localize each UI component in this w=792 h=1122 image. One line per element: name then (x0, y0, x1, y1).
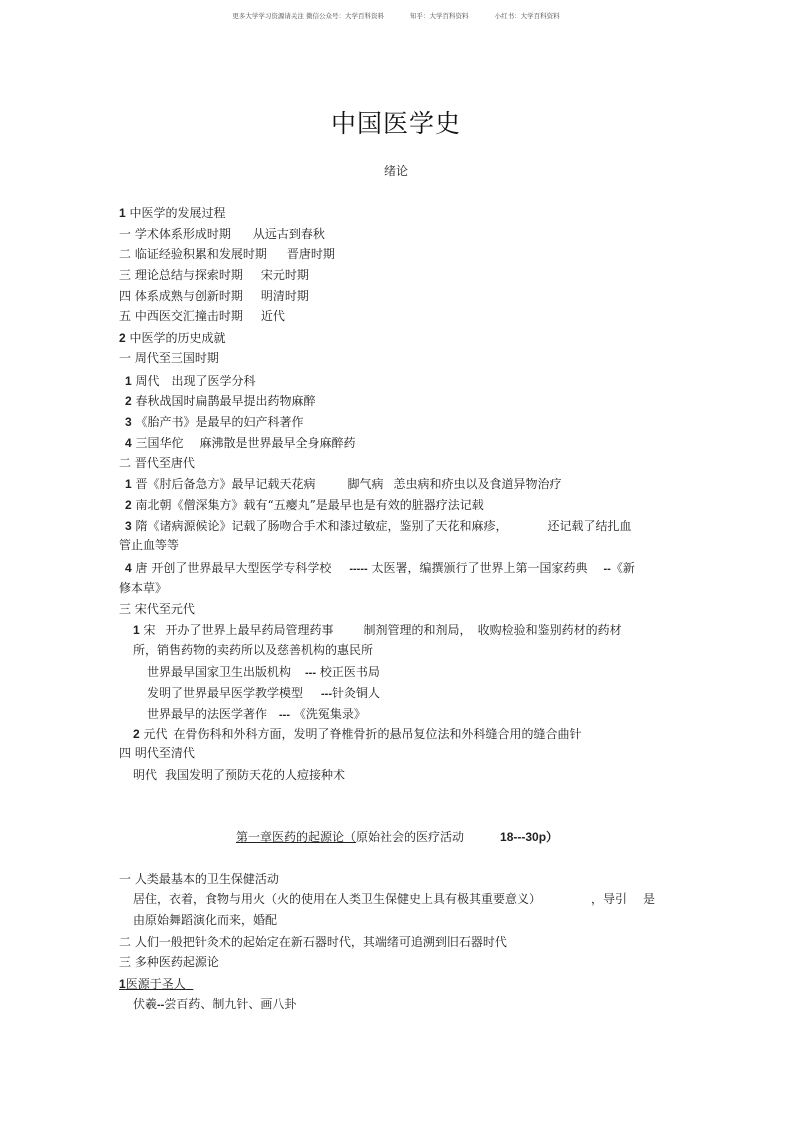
list-item: 1 宋 开办了世界上最早药局管理药事 制剂管理的和剂局， 收购检验和鉴别药材的药材 (133, 623, 622, 637)
subsection-heading: 一 人类最基本的卫生保健活动 (119, 872, 279, 886)
page-header-watermark (0, 11, 792, 20)
subsection-heading: 三 宋代至元代 (119, 602, 195, 616)
list-item: 3 隋《诸病源候论》记载了肠吻合手术和漆过敏症，鉴别了天花和麻疹， 还记载了结扎血 (125, 519, 632, 533)
list-item-continuation: 所，销售药物的卖药所以及慈善机构的惠民所 (133, 643, 374, 657)
list-item: 2 南北朝《僧深集方》载有“五瘿丸”是最早也是有效的脏器疗法记载 (125, 498, 484, 512)
list-item: 3 《胎产书》是最早的妇产科著作 (125, 415, 304, 429)
list-item-continuation: 修本草》 (119, 581, 168, 595)
period-row: 五 中西医交汇撞击时期 近代 (119, 309, 285, 323)
period-row: 一 学术体系形成时期 从远古到春秋 (119, 227, 325, 241)
sub-item: 世界最早的法医学著作 --- 《洗冤集录》 (147, 707, 366, 721)
sub-item: 发明了世界最早医学教学模型 ---针灸铜人 (147, 686, 381, 700)
list-item: 伏羲--尝百药、制九针、画八卦 (133, 997, 297, 1011)
list-item: 4 三国华佗 麻沸散是世界最早全身麻醉药 (125, 436, 356, 450)
list-item: 2 春秋战国时扁鹊最早提出药物麻醉 (125, 394, 316, 408)
header-xiaohongshu: 小红书：大学百科资料 (494, 12, 560, 20)
period-row: 三 理论总结与探索时期 宋元时期 (119, 268, 309, 282)
chapter-title: 第一章医药的起源论（原始社会的医疗活动 18---30p） (236, 830, 559, 844)
list-item: 1 晋《肘后备急方》最早记载天花病 脚气病 恙虫病和疥虫以及食道异物治疗 (125, 477, 562, 491)
list-item: 2 元代 在骨伤科和外科方面，发明了脊椎骨折的悬吊复位法和外科缝合用的缝合曲针 (133, 727, 582, 741)
paragraph-line: 居住，衣着，食物与用火（火的使用在人类卫生保健史上具有极其重要意义） ，导引 是 (133, 892, 656, 906)
period-row: 二 临证经验积累和发展时期 晋唐时期 (119, 247, 335, 261)
subsection-heading: 二 晋代至唐代 (119, 456, 195, 470)
subsection-heading: 四 明代至清代 (119, 746, 195, 760)
header-wechat: 更多大学学习资源请关注 微信公众号：大学百科资料 (232, 12, 384, 20)
subsection-heading: 三 多种医药起源论 (119, 955, 219, 969)
paragraph-line: 由原始舞蹈演化而来，婚配 (133, 913, 278, 927)
list-item: 4 唐 开创了世界最早大型医学专科学校 ----- 太医署，编撰颁行了世界上第一国家药典 --《新 (125, 561, 635, 575)
section-heading: 1 中医学的发展过程 (119, 206, 226, 220)
sub-item: 世界最早国家卫生出版机构 --- 校正医书局 (147, 665, 380, 679)
subsection-heading: 一 周代至三国时期 (119, 351, 219, 365)
section-heading: 2 中医学的历史成就 (119, 331, 226, 345)
section-subtitle: 绪论 (383, 164, 408, 178)
period-row: 四 体系成熟与创新时期 明清时期 (119, 289, 309, 303)
document-title: 中国医学史 (330, 109, 461, 138)
list-item-continuation: 管止血等等 (119, 538, 180, 552)
sub-heading-underlined: 1医源于圣人 (119, 977, 186, 991)
subsection-heading: 二 人们一般把针灸术的起始定在新石器时代，其端绪可追溯到旧石器时代 (119, 935, 507, 949)
header-zhihu: 知乎：大学百科资料 (410, 12, 469, 20)
list-item: 1 周代 出现了医学分科 (125, 374, 256, 388)
list-item: 明代 我国发明了预防天花的人痘接种术 (133, 768, 346, 782)
